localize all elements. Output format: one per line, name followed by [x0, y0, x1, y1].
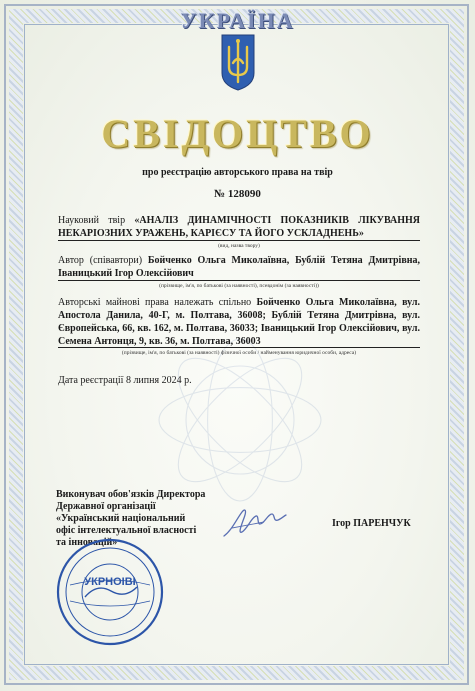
- signatory-name: Ігор ПАРЕНЧУК: [332, 518, 411, 529]
- certificate-subtitle: про реєстрацію авторського права на твір: [142, 167, 333, 178]
- rights-caption: (прізвище, ім'я, по батькові (за наявності) фізичної особи / найменування юридичної особи, адреса): [121, 350, 357, 356]
- rights-underline: [58, 347, 420, 348]
- work-title: «АНАЛІЗ ДИНАМІЧНОСТІ ПОКАЗНИКІВ ЛІКУВАННЯ НЕКАРІОЗНИХ УРАЖЕНЬ, КАРІЄСУ ТА ЙОГО УСКЛАДНЕНЬ»: [58, 215, 420, 239]
- country-name: УКРАЇНА: [180, 8, 295, 33]
- authors-caption: (прізвище, ім'я, по батькові (за наявності), псевдонім (за наявності)): [159, 283, 319, 289]
- authors-names: Бойченко Ольга Миколаївна, Бублій Тетяна Дмитрівна, Іваницький Ігор Олексійович: [58, 255, 420, 279]
- authors-label: Автор (співавтори): [58, 255, 148, 266]
- registration-date: Дата реєстрації 8 липня 2024 р.: [58, 375, 192, 386]
- rights-label: Авторські майнові права належать спільно: [58, 297, 257, 308]
- trident-icon: [218, 33, 258, 91]
- work-caption: (вид, назва твору): [218, 243, 260, 249]
- official-seal-icon: [45, 535, 175, 650]
- handwritten-signature-icon: [218, 500, 288, 542]
- rights-block: [58, 296, 420, 348]
- work-type-label: Науковий твір: [58, 215, 135, 226]
- certificate-number: № 128090: [214, 188, 261, 200]
- authors-underline: [58, 280, 420, 281]
- authors-block: [58, 254, 420, 280]
- certificate-title: СВІДОЦТВО: [101, 111, 374, 156]
- rights-holders: Бойченко Ольга Миколаївна, вул. Апостола Данила, 40-Г, м. Полтава, 36008; Бублій Тетяна Дмитрівна, вул. Європейська, 66, кв. 162, м. Полтава, 36033; Іваницький Ігор Олексійович, вул. Семена Антонця, 9, кв. 36, м. Полтава, 36003: [58, 297, 420, 347]
- seal-text: УКРНОІВІ: [84, 576, 136, 588]
- work-underline: [58, 240, 420, 241]
- work-block: [58, 214, 420, 240]
- signatory-position: Виконувач обов'язків Директора Державної організації «Український національний офіс інтелектуальної власності та інновацій»: [56, 489, 206, 548]
- guilloche-watermark: [150, 330, 330, 510]
